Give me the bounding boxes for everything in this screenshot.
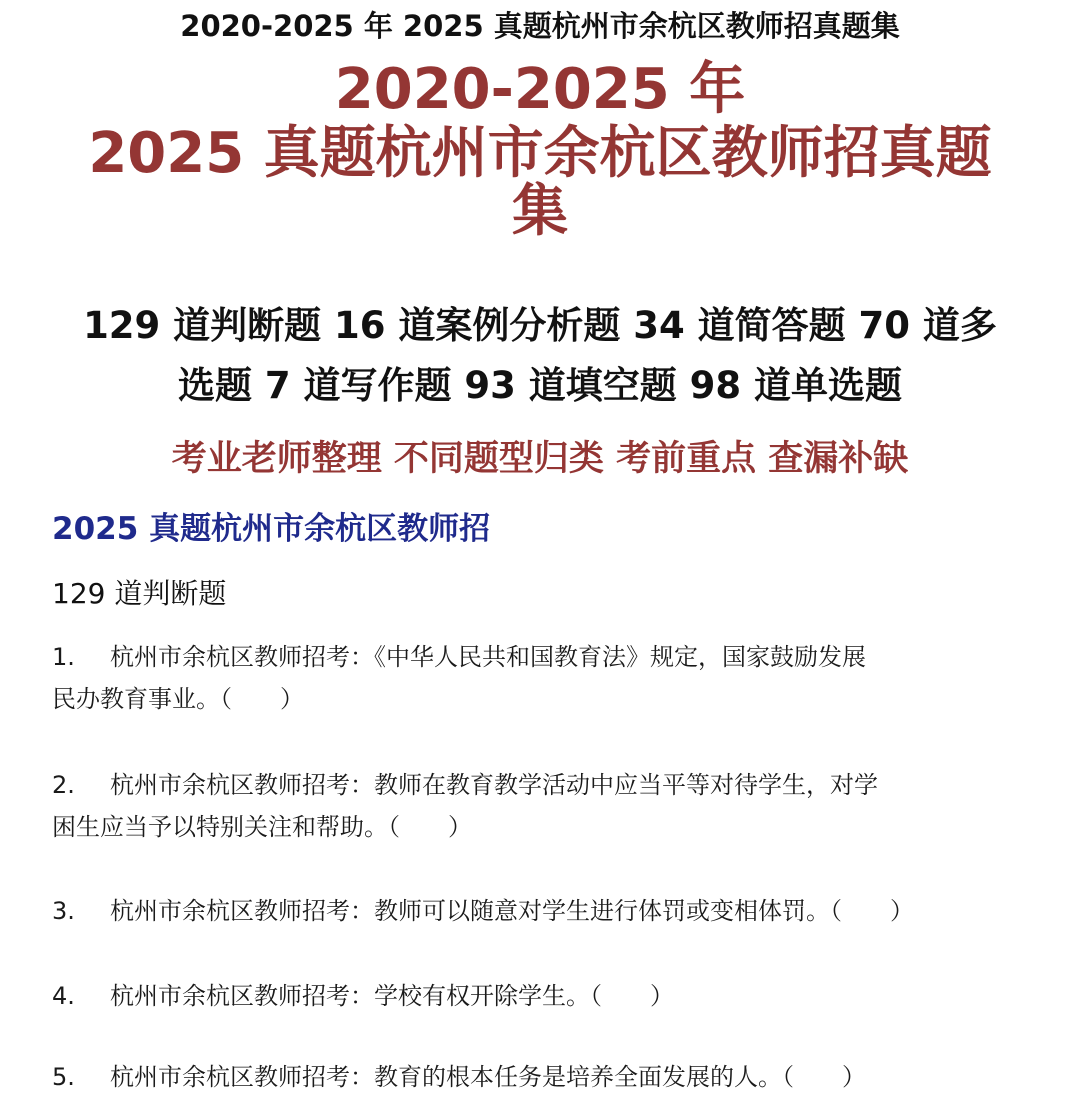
sub-heading: 129 道判断题 xyxy=(52,577,227,610)
question-text: 杭州市余杭区教师招考：《中华人民共和国教育法》规定，国家鼓励发展 xyxy=(110,643,866,671)
question-item xyxy=(52,1056,1042,1098)
title-line-2: 2025 真题杭州市余杭区教师招真题 xyxy=(88,121,992,186)
question-number: 4. xyxy=(52,982,75,1010)
section-heading: 2025 真题杭州市余杭区教师招 xyxy=(52,511,491,547)
counts-line-2: 选题 7 道写作题 93 道填空题 98 道单选题 xyxy=(177,364,902,407)
document-title xyxy=(20,58,1060,244)
question-number: 3. xyxy=(52,897,75,925)
question-text-continued: 民办教育事业。（ ） xyxy=(52,685,304,713)
slogan: 考业老师整理 不同题型归类 考前重点 查漏补缺 xyxy=(171,438,909,479)
running-header: 2020-2025 年 2025 真题杭州市余杭区教师招真题集 xyxy=(180,9,900,43)
question-item xyxy=(52,975,1042,1017)
question-number: 1. xyxy=(52,643,75,671)
title-line-3: 集 xyxy=(512,179,568,244)
question-text-continued: 困生应当予以特别关注和帮助。（ ） xyxy=(52,813,472,841)
title-line-1: 2020-2025 年 xyxy=(334,57,746,122)
counts-line-1: 129 道判断题 16 道案例分析题 34 道简答题 70 道多 xyxy=(83,304,997,347)
question-text: 杭州市余杭区教师招考：学校有权开除学生。（ ） xyxy=(110,982,674,1010)
question-text: 杭州市余杭区教师招考：教育的根本任务是培养全面发展的人。（ ） xyxy=(110,1063,866,1091)
question-number: 2. xyxy=(52,771,75,799)
question-counts xyxy=(20,296,1060,416)
question-item xyxy=(52,890,1042,932)
question-number: 5. xyxy=(52,1063,75,1091)
question-text: 杭州市余杭区教师招考：教师可以随意对学生进行体罚或变相体罚。（ ） xyxy=(110,897,914,925)
question-item xyxy=(52,636,1042,720)
question-item xyxy=(52,764,1042,848)
question-text: 杭州市余杭区教师招考：教师在教育教学活动中应当平等对待学生，对学 xyxy=(110,771,878,799)
